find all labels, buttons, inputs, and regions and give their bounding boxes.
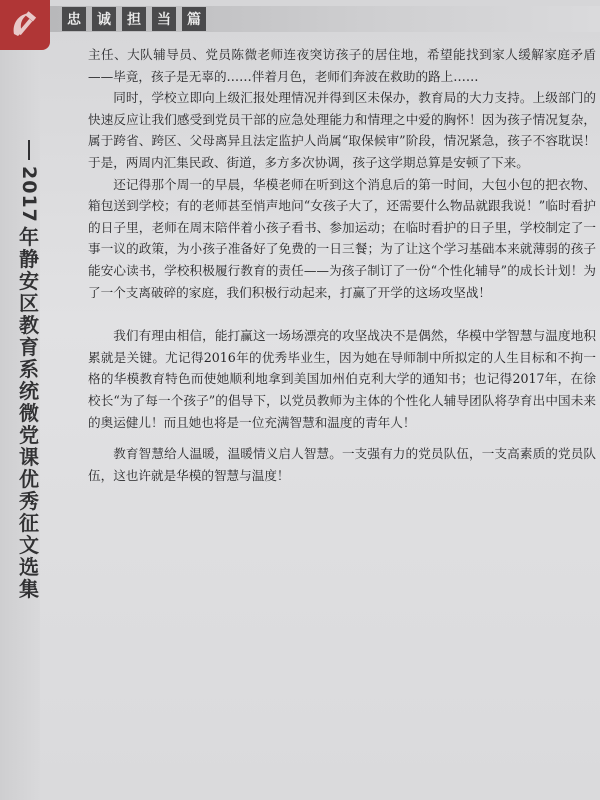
- title-char: 育: [19, 334, 39, 359]
- section-title-char: 诚: [92, 7, 116, 31]
- paragraph: 同时，学校立即向上级汇报处理情况并得到区未保办，教育局的大力支持。上级部门的快速反应让我们感受到党员干部的应急处理能力和情理之中爱的胸怀！因为孩子情况复杂，属于跨省、跨区、父母离异且法定监护人尚属“取保候审”阶段，情况紧急，孩子不容耽误！于是，两周内汇集民政、街道，多方多次协调，孩子这学期总算是安顿了下来。: [88, 90, 596, 170]
- title-year: 2017: [18, 166, 40, 223]
- title-char: 教: [19, 312, 39, 337]
- title-char: 安: [19, 268, 39, 293]
- section-title-char: 当: [152, 7, 176, 31]
- book-title-vertical: [12, 140, 46, 600]
- hammer-sickle-icon: [8, 8, 42, 42]
- section-title-char: 篇: [182, 7, 206, 31]
- title-char: 党: [19, 422, 39, 447]
- title-dash: [28, 140, 30, 160]
- title-char: 区: [19, 290, 39, 315]
- title-char: 静: [19, 246, 39, 271]
- title-char: 集: [19, 576, 39, 601]
- paragraph: 教育智慧给人温暖，温暖情义启人智慧。一支强有力的党员队伍，一支高素质的党员队伍，这也许就是华模的智慧与温度！: [88, 446, 596, 483]
- title-char: 征: [19, 510, 39, 535]
- title-char: 选: [19, 554, 39, 579]
- section-title-char: 担: [122, 7, 146, 31]
- section-title: [62, 6, 206, 32]
- title-char: 优: [19, 466, 39, 491]
- article-body: [88, 44, 596, 486]
- paragraph: 主任、大队辅导员、党员陈微老师连夜突访孩子的居住地，希望能找到家人缓解家庭矛盾——毕竟，孩子是无辜的……伴着月色，老师们奔波在救助的路上……: [88, 47, 596, 84]
- section-title-char: 忠: [62, 7, 86, 31]
- title-char: 微: [19, 400, 39, 425]
- party-emblem-icon: [0, 0, 50, 50]
- title-char: 文: [19, 532, 39, 557]
- paragraph: 还记得那个周一的早晨，华模老师在听到这个消息后的第一时间，大包小包的把衣物、箱包送到学校；有的老师甚至悄声地问“女孩子大了，还需要什么物品就跟我说！”临时看护的日子里，老师在周末陪伴着小孩子看书、参加运动；在临时看护的日子里，学校制定了一事一议的政策，为小孩子准备好了免费的一日三餐；为了让这个学习基础本来就薄弱的孩子能安心读书，学校积极履行教育的责任——为孩子制订了一份“个性化辅导”的成长计划！为了一个支离破碎的家庭，我们积极行动起来，打赢了开学的这场攻坚战！: [88, 176, 596, 300]
- title-char: 统: [19, 378, 39, 403]
- title-char: 系: [19, 356, 39, 381]
- title-char: 课: [19, 444, 39, 469]
- title-char: 年: [19, 224, 39, 249]
- title-char: 秀: [19, 488, 39, 513]
- paragraph: 我们有理由相信，能打赢这一场场漂亮的攻坚战决不是偶然，华模中学智慧与温度地积累就是关键。尤记得2016年的优秀毕业生，因为她在导师制中所拟定的人生目标和不拘一格的华模教育特色而使她顺利地拿到美国加州伯克利大学的通知书；也记得2017年，在徐校长“为了每一个孩子”的倡导下，以党员教师为主体的个性化人辅导团队将孕育出中国未来的奥运健儿！而且她也将是一位充满智慧和温度的青年人！: [88, 328, 596, 430]
